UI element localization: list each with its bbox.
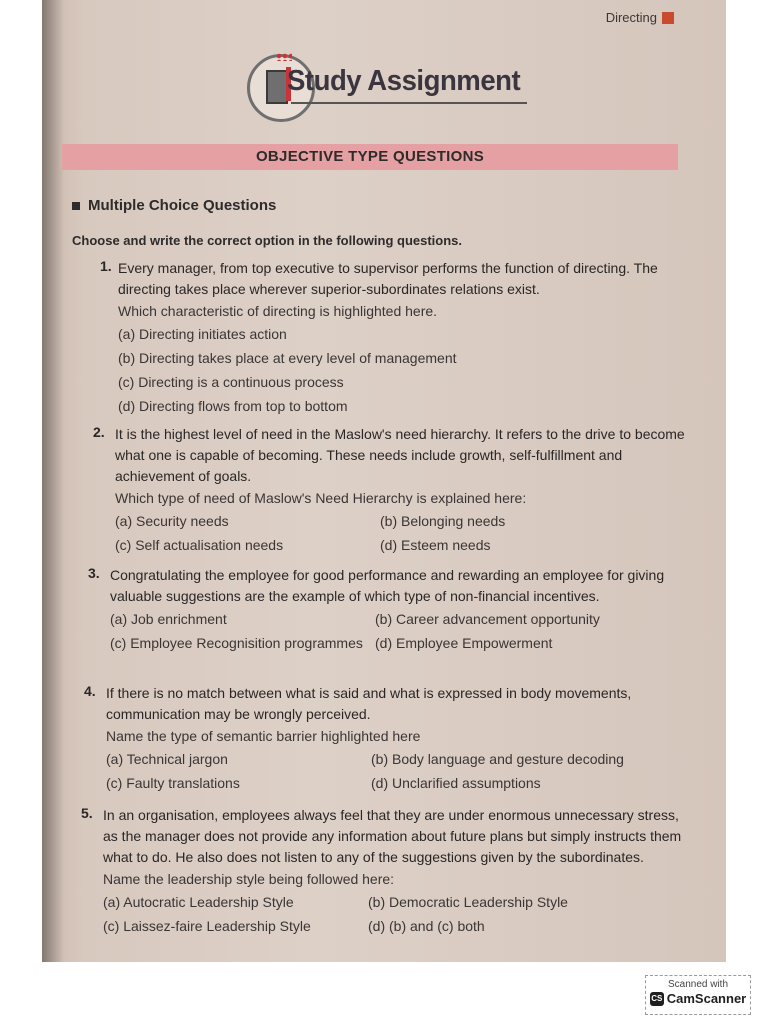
option-d: (d) Directing flows from top to bottom	[118, 398, 348, 414]
option-b: (b) Body language and gesture decoding	[371, 751, 624, 767]
question-4	[84, 683, 686, 795]
question-2	[93, 424, 685, 557]
option-c: (c) Employee Recognisition programmes	[110, 635, 363, 651]
option-d: (d) (b) and (c) both	[368, 918, 485, 934]
camscanner-logo-icon: CS	[650, 992, 664, 1006]
question-stem: Every manager, from top executive to supervisor performs the function of directing. The directing takes place wherever superior-subordinates relations exist.	[118, 260, 658, 297]
option-c: (c) Laissez-faire Leadership Style	[103, 918, 311, 934]
question-stem: In an organisation, employees always feel that they are under enormous unnecessary stress, as the manager does not provide any information about future plans but simply instructs them what to do. He also does not listen to any of the suggestions given by the subordinates.	[103, 807, 682, 865]
question-prompt: Which type of need of Maslow's Need Hierarchy is explained here:	[115, 490, 527, 506]
option-a: (a) Security needs	[115, 513, 229, 529]
section-heading-text: Multiple Choice Questions	[88, 197, 277, 214]
option-b: (b) Democratic Leadership Style	[368, 894, 568, 910]
study-assignment-heading	[247, 50, 537, 126]
chapter-marker-icon	[662, 12, 674, 24]
option-b: (b) Career advancement opportunity	[375, 611, 600, 627]
question-1	[100, 258, 684, 418]
bullet-square-icon	[72, 202, 80, 210]
question-stem: Congratulating the employee for good performance and rewarding an employee for giving valuable suggestions are the example of which type of non-financial incentives.	[110, 567, 665, 604]
option-d: (d) Esteem needs	[380, 537, 491, 553]
option-a: (a) Directing initiates action	[118, 326, 287, 342]
option-d: (d) Unclarified assumptions	[371, 775, 541, 791]
question-number: 2.	[93, 424, 105, 440]
option-a: (a) Autocratic Leadership Style	[103, 894, 294, 910]
textbook-page	[42, 0, 726, 962]
title-underline	[291, 102, 527, 104]
question-prompt: Name the leadership style being followed here:	[103, 871, 395, 887]
option-b: (b) Belonging needs	[380, 513, 506, 529]
question-3	[88, 565, 684, 655]
option-a: (a) Job enrichment	[110, 611, 227, 627]
chapter-header	[606, 10, 674, 25]
option-a: (a) Technical jargon	[106, 751, 228, 767]
question-number: 4.	[84, 683, 96, 699]
question-stem: If there is no match between what is said and what is expressed in body movements, communication may be wrongly perceived.	[106, 685, 632, 722]
section-band: OBJECTIVE TYPE QUESTIONS	[62, 144, 678, 170]
instruction-text: Choose and write the correct option in the following questions.	[72, 233, 463, 248]
option-c: (c) Self actualisation needs	[115, 537, 284, 553]
camscanner-watermark	[645, 975, 751, 1015]
option-d: (d) Employee Empowerment	[375, 635, 553, 651]
option-c: (c) Directing is a continuous process	[118, 374, 344, 390]
chapter-title: Directing	[605, 10, 657, 25]
question-number: 1.	[100, 258, 112, 274]
question-stem: It is the highest level of need in the Maslow's need hierarchy. It refers to the drive to become what one is capable of becoming. These needs include growth, self-fulfillment and achievement of goals.	[115, 426, 685, 484]
page-title: Study Assignment	[287, 65, 521, 97]
watermark-brand: CamScanner	[666, 991, 747, 1006]
option-b: (b) Directing takes place at every level of management	[118, 350, 457, 366]
option-c: (c) Faulty translations	[106, 775, 240, 791]
question-prompt: Which characteristic of directing is highlighted here.	[118, 303, 438, 319]
question-prompt: Name the type of semantic barrier highlighted here	[106, 728, 421, 744]
question-number: 5.	[81, 805, 93, 821]
section-heading	[72, 197, 276, 214]
watermark-caption: Scanned with	[667, 979, 729, 990]
question-5	[81, 805, 689, 938]
question-number: 3.	[88, 565, 100, 581]
